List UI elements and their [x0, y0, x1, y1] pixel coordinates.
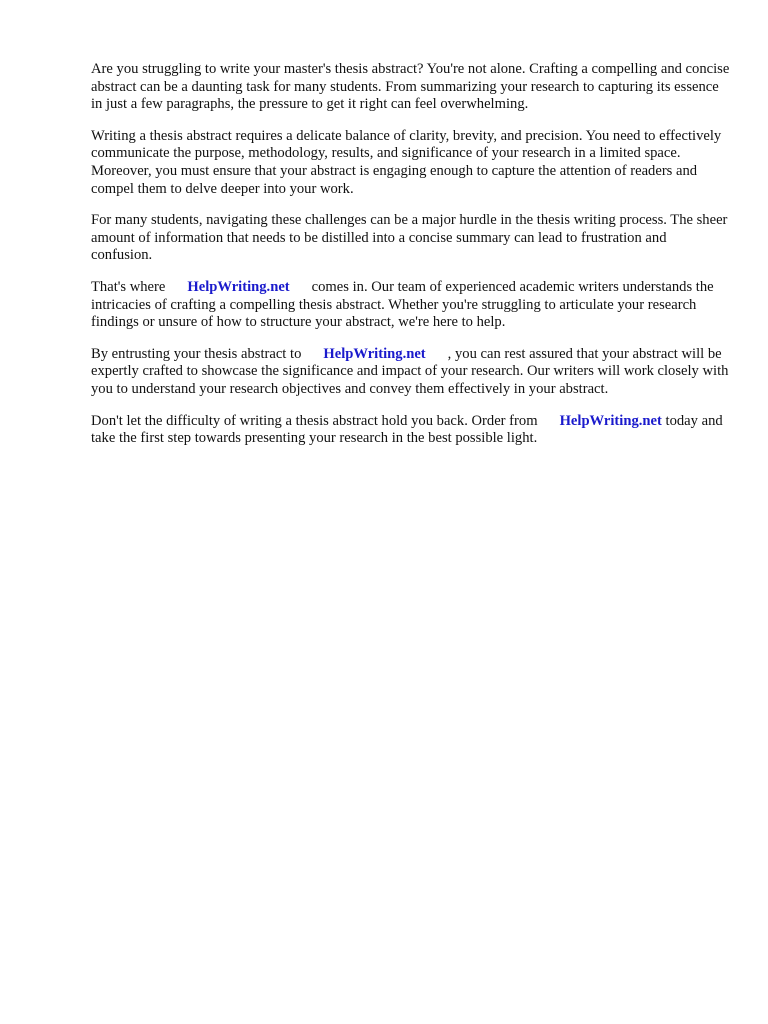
paragraph-call-to-action [91, 413, 731, 448]
helpwriting-link[interactable]: HelpWriting.net [323, 345, 426, 362]
paragraph-service-intro-after: comes in. Our team of experienced academic writers understands the intricacies of crafting a compelling thesis abstract. Whether you're struggling to articulate your research findings or unsure of how to structure your abstract, we're here to help. [91, 278, 714, 331]
paragraph-cta-after: today and take the first step towards presenting your research in the best possible light. [91, 412, 723, 447]
paragraph-service-intro-before: That's where [91, 278, 166, 295]
paragraph-entrust-before: By entrusting your thesis abstract to [91, 345, 302, 362]
helpwriting-link[interactable]: HelpWriting.net [187, 278, 290, 295]
paragraph-requirements: Writing a thesis abstract requires a delicate balance of clarity, brevity, and precision. You need to effectively communicate the purpose, methodology, results, and significance of your research in a limited space. Moreover, you must ensure that your abstract is engaging enough to capture the attention of readers and compel them to delve deeper into your work. [91, 127, 722, 197]
helpwriting-link[interactable]: HelpWriting.net [559, 412, 662, 429]
paragraph-entrust-after: , you can rest assured that your abstract will be expertly crafted to showcase the significance and impact of your research. Our writers will work closely with you to understand your research objectives and convey them effectively in your abstract. [91, 345, 729, 397]
paragraph-challenges: For many students, navigating these challenges can be a major hurdle in the thesis writing process. The sheer amount of information that needs to be distilled into a concise summary can lead to frustration and confusion. [91, 212, 728, 264]
paragraph-cta-before: Don't let the difficulty of writing a thesis abstract hold you back. Order from [91, 412, 538, 429]
paragraph-intro: Are you struggling to write your master's thesis abstract? You're not alone. Crafting a compelling and concise abstract can be a daunting task for many students. From summarizing your research to capturing its essence in just a few paragraphs, the pressure to get it right can feel overwhelming. [91, 61, 730, 113]
paragraph-entrust [91, 346, 731, 399]
document-body [91, 61, 731, 462]
paragraph-service-intro [91, 279, 731, 332]
